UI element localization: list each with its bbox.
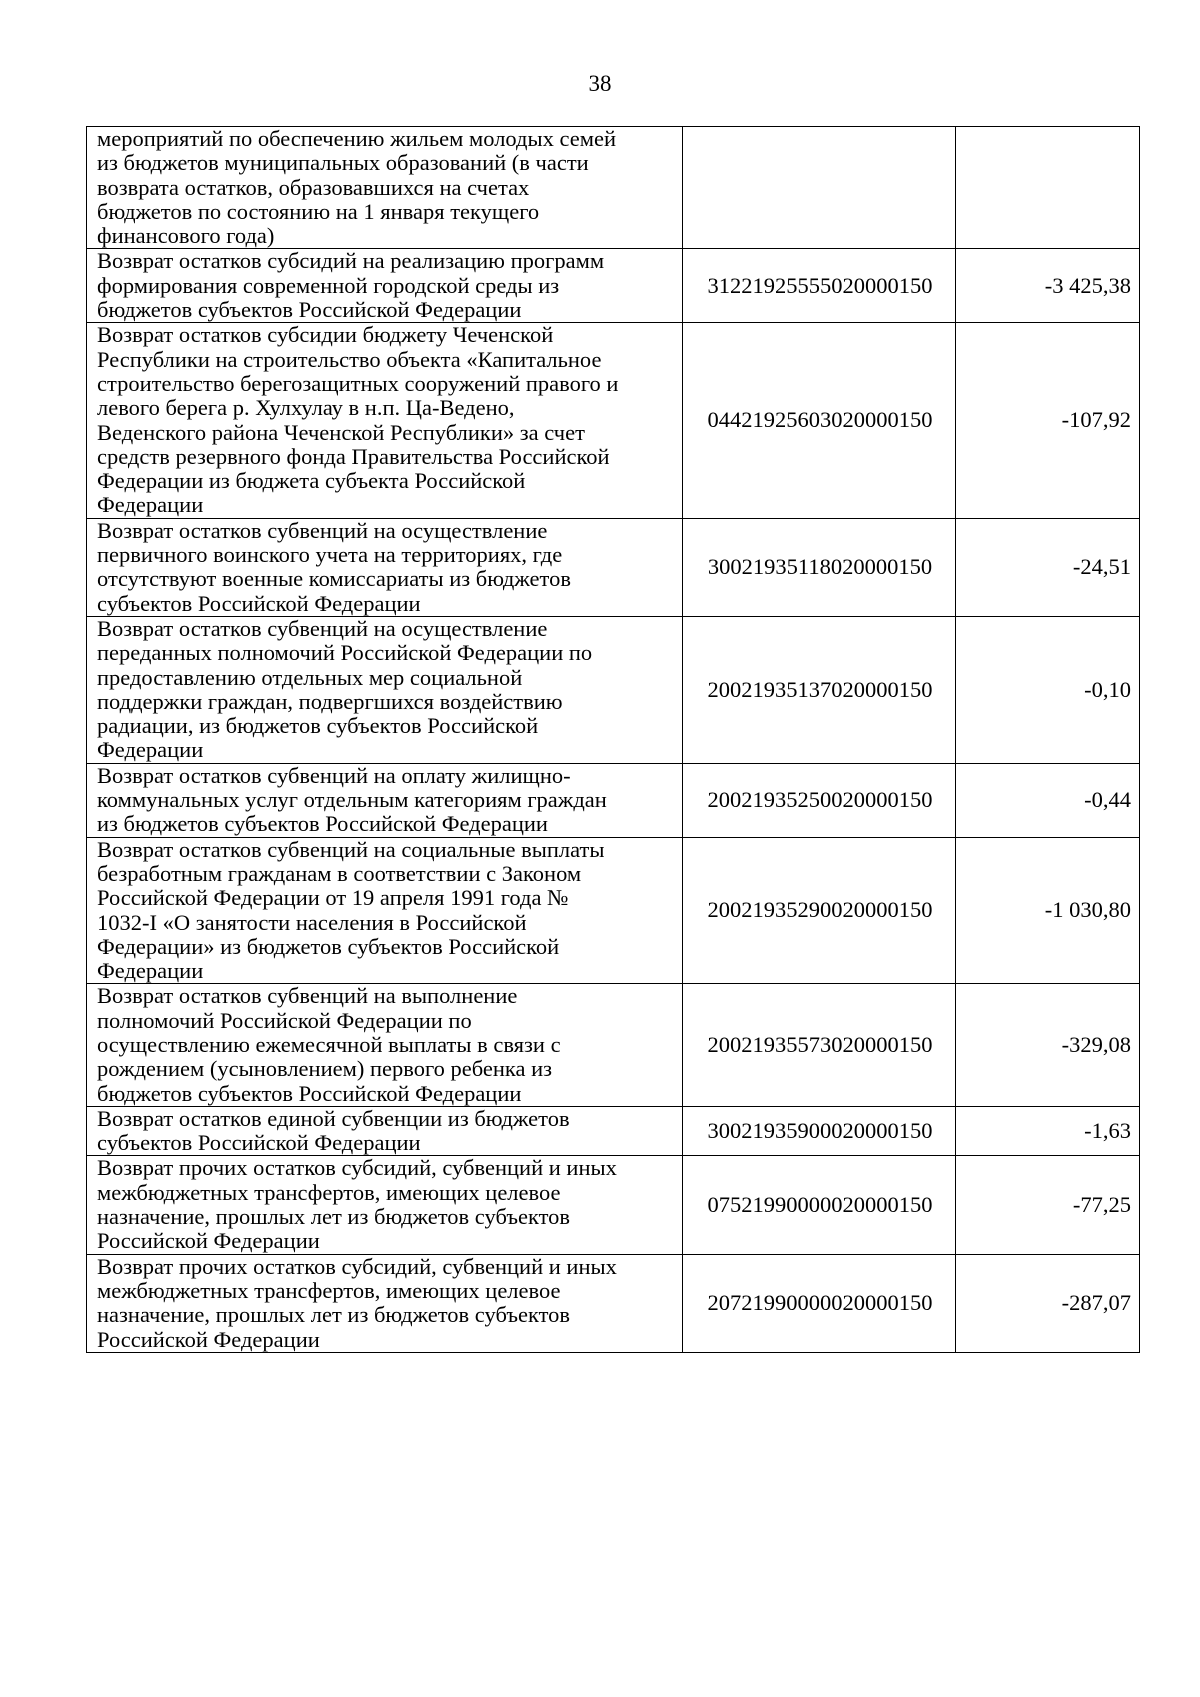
description-line: 1032-I «О занятости населения в Российской xyxy=(97,909,527,935)
description-line: Возврат остатков субвенций на социальные выплаты xyxy=(97,836,605,862)
description-line: Возврат остатков субсидии бюджету Чеченской xyxy=(97,322,554,348)
description-line: Российской Федерации от 19 апреля 1991 года № xyxy=(97,885,569,911)
description-line: Возврат прочих остатков субсидий, субвенций и иных xyxy=(97,1253,617,1279)
description-line: мероприятий по обеспечению жильем молодых семей xyxy=(97,126,616,151)
budget-code: 20021935573020000150 xyxy=(683,984,956,1106)
table-row xyxy=(87,1156,1140,1254)
description-line: Федерации xyxy=(97,492,204,518)
budget-code: 31221925555020000150 xyxy=(683,249,956,323)
description-line: коммунальных услуг отдельным категориям граждан xyxy=(97,787,607,813)
description-line: бюджетов субъектов Российской Федерации xyxy=(97,1080,522,1106)
description-line: радиации, из бюджетов субъектов Российской xyxy=(97,713,539,739)
description-line: межбюджетных трансфертов, имеющих целевое xyxy=(97,1277,561,1303)
row-description xyxy=(87,1156,683,1254)
amount: -0,44 xyxy=(956,763,1140,837)
description-line: Федерации» из бюджетов субъектов Российской xyxy=(97,933,560,959)
amount: -329,08 xyxy=(956,984,1140,1106)
description-line: финансового года) xyxy=(97,223,275,249)
row-description xyxy=(87,1106,683,1156)
row-description xyxy=(87,984,683,1106)
row-description xyxy=(87,763,683,837)
description-line: Возврат остатков субвенций на выполнение xyxy=(97,983,518,1009)
description-line: назначение, прошлых лет из бюджетов субъектов xyxy=(97,1302,571,1328)
description-line: межбюджетных трансфертов, имеющих целевое xyxy=(97,1179,561,1205)
budget-code: 07521990000020000150 xyxy=(683,1156,956,1254)
budget-code: 20021935290020000150 xyxy=(683,837,956,984)
description-line: Российской Федерации xyxy=(97,1326,320,1352)
amount: -1 030,80 xyxy=(956,837,1140,984)
description-line: субъектов Российской Федерации xyxy=(97,590,421,616)
description-line: Российской Федерации xyxy=(97,1228,320,1254)
description-line: Возврат остатков субвенций на осуществление xyxy=(97,517,548,543)
description-line: поддержки граждан, подвергшихся воздействию xyxy=(97,688,563,714)
table-row xyxy=(87,518,1140,616)
description-line: предоставлению отдельных мер социальной xyxy=(97,664,523,690)
budget-code: 20021935250020000150 xyxy=(683,763,956,837)
table-row xyxy=(87,323,1140,518)
description-line: Возврат остатков субвенций на осуществление xyxy=(97,615,548,641)
amount xyxy=(956,127,1140,249)
table-row xyxy=(87,837,1140,984)
description-line: Возврат остатков единой субвенции из бюджетов xyxy=(97,1105,570,1131)
description-line: Федерации xyxy=(97,958,204,984)
amount: -1,63 xyxy=(956,1106,1140,1156)
description-line: левого берега р. Хулхулау в н.п. Ца-Ведено, xyxy=(97,395,515,421)
table-row xyxy=(87,127,1140,249)
table-row xyxy=(87,249,1140,323)
budget-code: 30021935118020000150 xyxy=(683,518,956,616)
table-body xyxy=(87,127,1140,1353)
description-line: назначение, прошлых лет из бюджетов субъектов xyxy=(97,1204,571,1230)
description-line: рождением (усыновлением) первого ребенка из xyxy=(97,1056,553,1082)
budget-code: 20721990000020000150 xyxy=(683,1254,956,1352)
row-description xyxy=(87,249,683,323)
description-line: бюджетов субъектов Российской Федерации xyxy=(97,297,522,323)
page-number: 38 xyxy=(588,71,612,96)
description-line: из бюджетов субъектов Российской Федерации xyxy=(97,811,548,837)
budget-code: 04421925603020000150 xyxy=(683,323,956,518)
amount: -107,92 xyxy=(956,323,1140,518)
amount: -0,10 xyxy=(956,616,1140,763)
description-line: отсутствуют военные комиссариаты из бюджетов xyxy=(97,566,571,592)
row-description xyxy=(87,323,683,518)
amount: -24,51 xyxy=(956,518,1140,616)
description-line: первичного воинского учета на территориях, где xyxy=(97,542,563,568)
description-line: Республики на строительство объекта «Капитальное xyxy=(97,346,602,372)
description-line: безработным гражданам в соответствии с Законом xyxy=(97,860,582,886)
description-line: возврата остатков, образовавшихся на счетах xyxy=(97,174,530,200)
table-row xyxy=(87,984,1140,1106)
table-row xyxy=(87,1254,1140,1352)
row-description xyxy=(87,127,683,249)
description-line: полномочий Российской Федерации по xyxy=(97,1007,472,1033)
description-line: формирования современной городской среды из xyxy=(97,272,560,298)
row-description xyxy=(87,518,683,616)
budget-code: 30021935900020000150 xyxy=(683,1106,956,1156)
description-line: строительство берегозащитных сооружений правого и xyxy=(97,370,619,396)
description-line: из бюджетов муниципальных образований (в части xyxy=(97,150,589,176)
amount: -287,07 xyxy=(956,1254,1140,1352)
description-line: переданных полномочий Российской Федерации по xyxy=(97,640,593,666)
description-line: бюджетов по состоянию на 1 января текущего xyxy=(97,198,540,224)
description-line: средств резервного фонда Правительства Российской xyxy=(97,443,610,469)
amount: -77,25 xyxy=(956,1156,1140,1254)
row-description xyxy=(87,837,683,984)
table-row xyxy=(87,763,1140,837)
description-line: Возврат прочих остатков субсидий, субвенций и иных xyxy=(97,1155,617,1181)
amount: -3 425,38 xyxy=(956,249,1140,323)
description-line: Возврат остатков субвенций на оплату жилищно- xyxy=(97,762,571,788)
budget-code xyxy=(683,127,956,249)
description-line: субъектов Российской Федерации xyxy=(97,1130,421,1156)
description-line: Возврат остатков субсидий на реализацию программ xyxy=(97,248,605,274)
budget-table xyxy=(86,126,1140,1353)
budget-code: 20021935137020000150 xyxy=(683,616,956,763)
description-line: Федерации из бюджета субъекта Российской xyxy=(97,468,526,494)
description-line: осуществлению ежемесячной выплаты в связи с xyxy=(97,1031,561,1057)
table-row xyxy=(87,616,1140,763)
row-description xyxy=(87,1254,683,1352)
row-description xyxy=(87,616,683,763)
table-row xyxy=(87,1106,1140,1156)
description-line: Веденского района Чеченской Республики» за счет xyxy=(97,419,585,445)
description-line: Федерации xyxy=(97,737,204,763)
